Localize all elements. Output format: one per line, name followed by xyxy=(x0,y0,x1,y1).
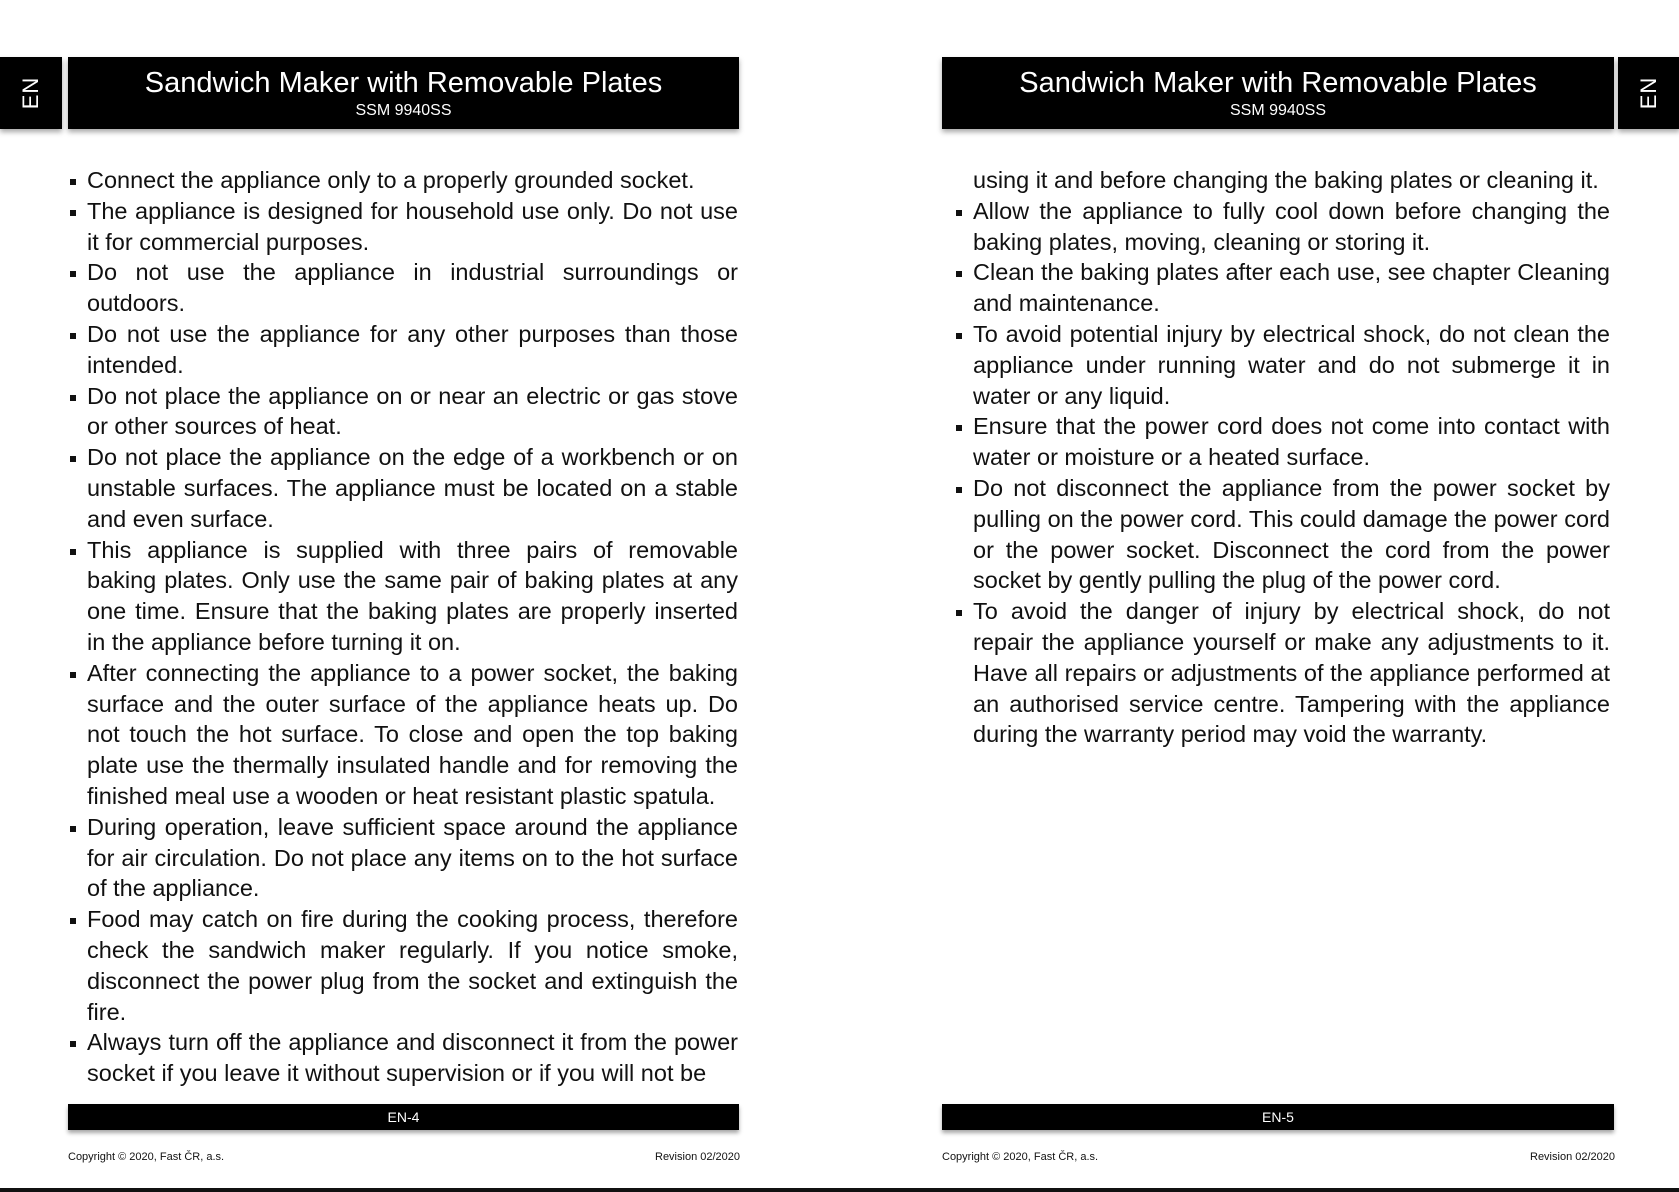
bullet-list-right xyxy=(956,165,1610,750)
list-item: To avoid the danger of injury by electrical shock, do not repair the appliance yourself or make any adjustments to it. Have all repairs or adjustments of the appliance performed at an authorised service centre. Tampering with the appliance during the warranty period may void the warranty. xyxy=(956,596,1610,750)
copyright-left: Copyright © 2020, Fast ČR, a.s. xyxy=(68,1151,225,1163)
page-number-bar-left xyxy=(68,1104,739,1130)
list-item: To avoid potential injury by electrical shock, do not clean the appliance under running water and do not submerge it in water or any liquid. xyxy=(956,319,1610,411)
copyright-right: Copyright © 2020, Fast ČR, a.s. xyxy=(942,1151,1099,1163)
right-page xyxy=(940,0,1679,1192)
page-title-left: Sandwich Maker with Removable Plates xyxy=(144,67,663,99)
list-item: During operation, leave sufficient space around the appliance for air circulation. Do not place any items on to the hot surface of the appliance. xyxy=(70,812,738,904)
continued-list-item: using it and before changing the baking plates or cleaning it. xyxy=(973,167,1599,193)
safety-instructions-left xyxy=(70,165,738,1089)
language-code-right: EN xyxy=(1636,76,1661,110)
language-tab-right xyxy=(1618,57,1679,129)
revision-right: Revision 02/2020 xyxy=(1530,1151,1616,1163)
language-tab-left xyxy=(0,57,62,129)
list-item: Connect the appliance only to a properly grounded socket. xyxy=(70,165,738,196)
list-item: The appliance is designed for household use only. Do not use it for commercial purposes. xyxy=(70,196,738,258)
language-code-left: EN xyxy=(18,76,43,110)
bullet-list-left xyxy=(70,165,738,1089)
bottom-edge-divider xyxy=(0,1188,1679,1192)
list-item: Ensure that the power cord does not come into contact with water or moisture or a heated surface. xyxy=(956,411,1610,473)
list-item: Allow the appliance to fully cool down before changing the baking plates, moving, cleaning or storing it. xyxy=(956,196,1610,258)
list-item: Always turn off the appliance and disconnect it from the power socket if you leave it without supervision or if you will not be xyxy=(70,1027,738,1089)
list-item: Clean the baking plates after each use, see chapter Cleaning and maintenance. xyxy=(956,257,1610,319)
safety-instructions-right xyxy=(956,165,1610,750)
list-item: Do not use the appliance for any other purposes than those intended. xyxy=(70,319,738,381)
left-page xyxy=(0,0,760,1192)
list-item: This appliance is supplied with three pairs of removable baking plates. Only use the same pair of baking plates at any one time. Ensure that the baking plates are properly inserted in the appliance before turning it on. xyxy=(70,535,738,658)
list-item: Food may catch on fire during the cooking process, therefore check the sandwich maker regularly. If you notice smoke, disconnect the power plug from the socket and extinguish the fire. xyxy=(70,904,738,1027)
page-number-bar-right xyxy=(942,1104,1614,1130)
list-item: Do not place the appliance on or near an electric or gas stove or other sources of heat. xyxy=(70,381,738,443)
list-item: Do not disconnect the appliance from the power socket by pulling on the power cord. This could damage the power cord or the power socket. Disconnect the cord from the power socket by gently pulling the plug of the power cord. xyxy=(956,473,1610,596)
list-item: Do not place the appliance on the edge of a workbench or on unstable surfaces. The appliance must be located on a stable and even surface. xyxy=(70,442,738,534)
model-number-left: SSM 9940SS xyxy=(355,102,452,119)
page-number-right: EN-5 xyxy=(1262,1109,1294,1125)
page-number-left: EN-4 xyxy=(387,1109,420,1125)
revision-left: Revision 02/2020 xyxy=(655,1151,741,1163)
model-number-right: SSM 9940SS xyxy=(1229,102,1327,119)
list-item: Do not use the appliance in industrial surroundings or outdoors. xyxy=(70,257,738,319)
page-header-right xyxy=(942,57,1614,129)
page-header-left xyxy=(68,57,739,129)
list-item: After connecting the appliance to a power socket, the baking surface and the outer surface of the appliance heats up. Do not touch the hot surface. To close and open the top baking plate use the thermally insulated handle and for removing the finished meal use a wooden or heat resistant plastic spatula. xyxy=(70,658,738,812)
page-title-right: Sandwich Maker with Removable Plates xyxy=(1019,67,1537,99)
